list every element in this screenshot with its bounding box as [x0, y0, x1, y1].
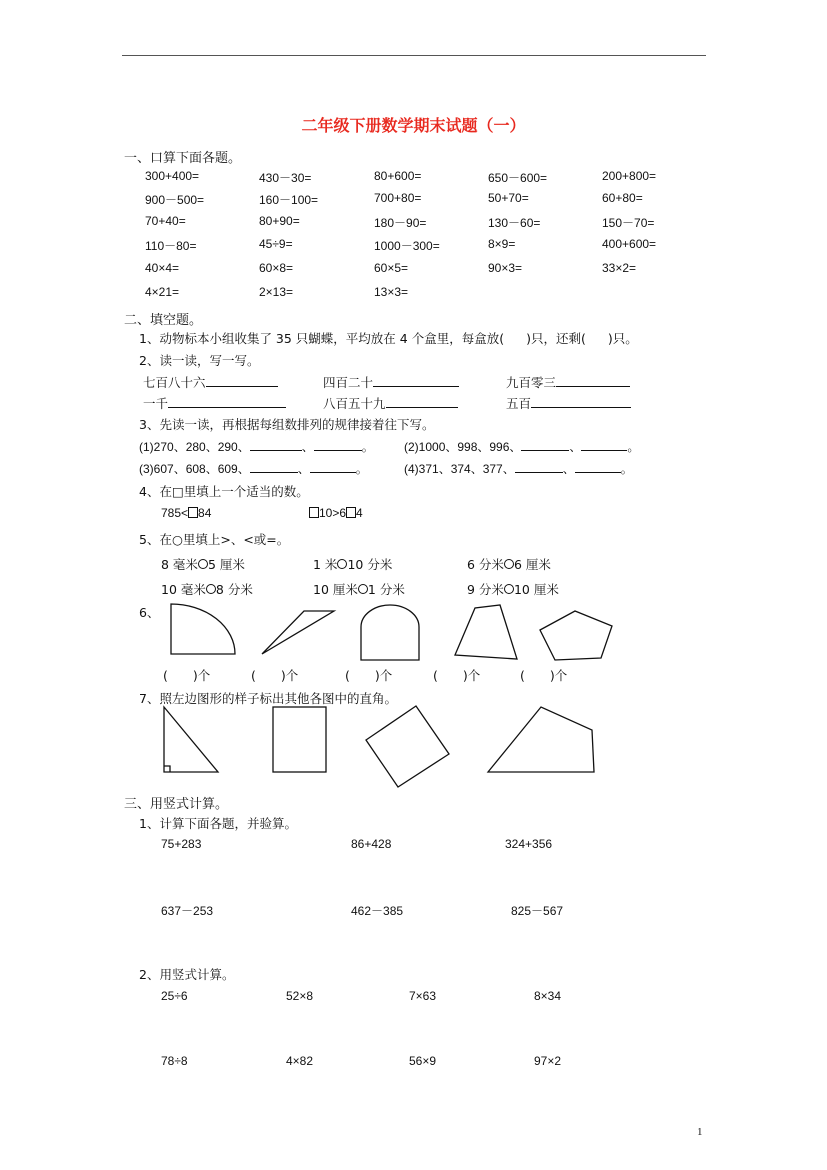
section-1-heading: 一、口算下面各题。: [124, 151, 242, 166]
right-triangle-shape: [164, 707, 218, 772]
sequence-2: (2)1000、998、996、 、 。: [404, 440, 640, 454]
mental-math-item: 1000－300=: [374, 239, 440, 253]
mental-math-item: 160－100=: [259, 193, 319, 207]
mental-math-item: 300+400=: [145, 169, 200, 183]
q3-1-text: 1、计算下面各题，并验算。: [139, 816, 297, 831]
mental-math-item: 4×21=: [145, 285, 180, 299]
right-angle-mark: [164, 766, 170, 772]
read-write-item: 七百八十六: [143, 373, 278, 391]
fill-box-1: 785< 84: [161, 506, 212, 520]
q2-3-text: 3、先读一读，再根据每组数排列的规律接着往下写。: [139, 417, 435, 432]
q2-4-text: 4、在□里填上一个适当的数。: [139, 484, 309, 499]
section-3-heading: 三、用竖式计算。: [124, 797, 229, 812]
mental-math-item: 60×5=: [374, 261, 409, 275]
mental-math-item: 60+80=: [602, 191, 643, 205]
count-blank: ( )个: [251, 668, 299, 683]
mental-math-item: 80+600=: [374, 169, 422, 183]
mental-math-item: 650－600=: [488, 171, 548, 185]
triangle-shape: [262, 611, 334, 654]
mental-math-item: 150－70=: [602, 216, 655, 230]
count-blank: ( )个: [345, 668, 393, 683]
compare-item: 6 分米 6 厘米: [467, 557, 551, 572]
vertical-calc-item: 52×8: [286, 989, 314, 1003]
fill-box-2: 10>6 4: [309, 506, 363, 520]
vertical-calc-item: 97×2: [534, 1054, 562, 1068]
mental-math-item: 80+90=: [259, 214, 300, 228]
read-write-item: 八百五十九: [323, 394, 458, 412]
sequence-3: (3)607、608、609、 、 。: [139, 462, 368, 476]
quadrilateral-shape: [488, 707, 594, 772]
vertical-calc-item: 637－253: [161, 904, 214, 918]
vertical-calc-item: 75+283: [161, 837, 202, 851]
trapezoid-shape: [455, 605, 517, 659]
vertical-calc-item: 25÷6: [161, 989, 188, 1003]
mental-math-item: 180－90=: [374, 216, 427, 230]
q2-2-text: 2、读一读，写一写。: [139, 353, 260, 368]
q2-6-number: 6、: [139, 605, 160, 620]
vertical-calc-item: 324+356: [505, 837, 553, 851]
vertical-calc-item: 4×82: [286, 1054, 314, 1068]
compare-item: 1 米 10 分米: [313, 557, 393, 572]
mental-math-item: 8×9=: [488, 237, 516, 251]
q2-5-text: 5、在○里填上>、<或=。: [139, 532, 290, 547]
compare-item: 9 分米 10 厘米: [467, 582, 559, 597]
mental-math-item: 200+800=: [602, 169, 657, 183]
sequence-4: (4)371、374、377、 、 。: [404, 462, 633, 476]
page-number: 1: [697, 1126, 703, 1138]
q3-2-text: 2、用竖式计算。: [139, 967, 235, 982]
vertical-calc-item: 825－567: [511, 904, 564, 918]
q2-1-part-b: )只，还剩(: [526, 331, 586, 346]
mental-math-item: 13×3=: [374, 285, 409, 299]
arch-shape: [361, 605, 419, 660]
count-blank: ( )个: [163, 668, 211, 683]
mental-math-item: 50+70=: [488, 191, 529, 205]
mental-math-item: 130－60=: [488, 216, 541, 230]
vertical-calc-item: 8×34: [534, 989, 562, 1003]
quarter-circle-shape: [171, 604, 235, 654]
page-title: 二年级下册数学期末试题（一）: [301, 116, 526, 135]
tilted-square-shape: [366, 706, 449, 787]
vertical-calc-item: 86+428: [351, 837, 392, 851]
mental-math-item: 110－80=: [145, 239, 197, 253]
vertical-calc-item: 7×63: [409, 989, 437, 1003]
mental-math-item: 60×8=: [259, 261, 294, 275]
q2-7-text: 7、照左边图形的样子标出其他各图中的直角。: [139, 691, 397, 706]
vertical-calc-item: 462－385: [351, 904, 404, 918]
compare-item: 10 毫米 8 分米: [161, 582, 253, 597]
count-blank: ( )个: [520, 668, 568, 683]
mental-math-item: 900－500=: [145, 193, 205, 207]
sequence-1: (1)270、280、290、 、 。: [139, 440, 374, 454]
read-write-item: 五百: [506, 394, 631, 412]
q2-1-part-a: 1、动物标本小组收集了 35 只蝴蝶，平均放在 4 个盒里，每盒放(: [139, 331, 505, 346]
read-write-item: 九百零三: [506, 373, 630, 391]
q2-1-part-c: )只。: [607, 331, 638, 346]
vertical-calc-item: 56×9: [409, 1054, 437, 1068]
vertical-calc-item: 78÷8: [161, 1054, 188, 1068]
mental-math-item: 40×4=: [145, 261, 180, 275]
read-write-item: 四百二十: [323, 373, 459, 391]
compare-item: 8 毫米 5 厘米: [161, 557, 245, 572]
mental-math-item: 90×3=: [488, 261, 523, 275]
read-write-item: 一千: [143, 394, 286, 412]
mental-math-item: 2×13=: [259, 285, 294, 299]
compare-item: 10 厘米 1 分米: [313, 582, 405, 597]
pentagon-shape: [540, 611, 612, 660]
rectangle-shape: [273, 707, 326, 772]
mental-math-item: 400+600=: [602, 237, 657, 251]
mental-math-item: 45÷9=: [259, 237, 293, 251]
mental-math-item: 70+40=: [145, 214, 186, 228]
section-2-heading: 二、填空题。: [124, 313, 203, 328]
mental-math-item: 700+80=: [374, 191, 422, 205]
mental-math-item: 33×2=: [602, 261, 637, 275]
mental-math-item: 430－30=: [259, 171, 312, 185]
count-blank: ( )个: [433, 668, 481, 683]
